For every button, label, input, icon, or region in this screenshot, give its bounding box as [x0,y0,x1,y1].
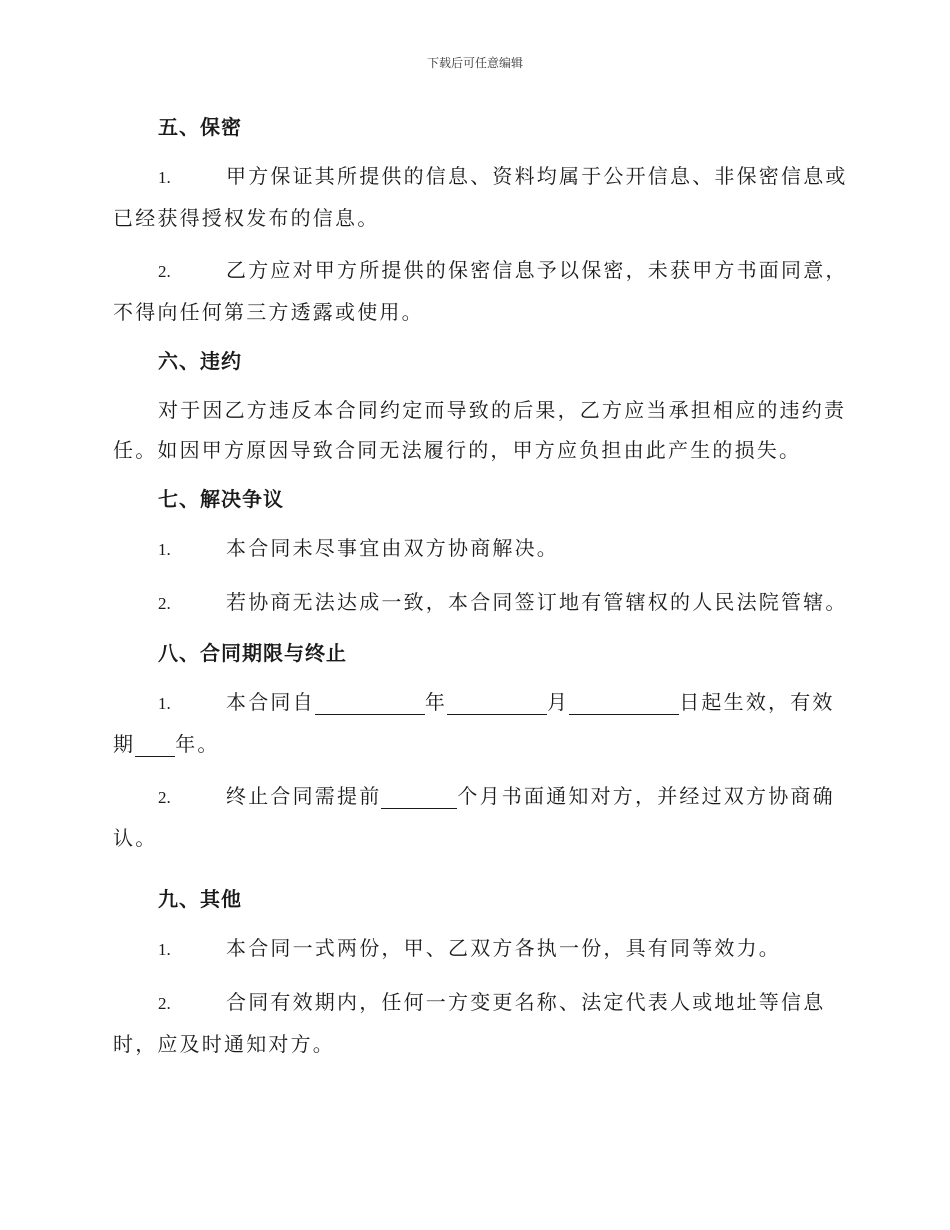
blank-term-years-field[interactable] [135,730,175,757]
clause-text: 本合同未尽事宜由双方协商解决。 [226,536,559,560]
clause-5-1 [113,156,848,238]
clause-number: 2. [158,594,171,613]
clause-line [113,776,833,818]
clause-continuation: 任。如因甲方原因导致合同无法履行的，甲方应负担由此产生的损失。 [113,438,802,462]
clause-continuation: 不得向任何第三方透露或使用。 [113,300,424,324]
clause-7-1 [113,528,833,570]
clause-text: 若协商无法达成一致，本合同签订地有管辖权的人民法院管辖。 [226,590,848,614]
clause-continuation: 时，应及时通知对方。 [113,1032,335,1056]
clause-5-2 [113,250,848,332]
clause-text: 合同有效期内，任何一方变更名称、法定代表人或地址等信息 [226,990,826,1014]
clause-text: 年 [424,690,448,714]
clause-number: 1. [158,940,171,959]
clause-number: 1. [158,694,171,713]
blank-day-field[interactable] [569,688,679,715]
blank-month-field[interactable] [447,688,547,715]
clause-text: 终止合同需提前 [226,784,382,808]
clause-text: 期 [113,732,136,756]
blank-year-field[interactable] [315,688,425,715]
clause-9-1 [113,928,833,970]
clause-8-1 [113,682,833,764]
section-heading-disputes: 七、解决争议 [158,487,284,511]
clause-number: 2. [158,994,171,1013]
section-heading-other: 九、其他 [158,887,242,911]
clause-line [113,156,848,198]
clause-6 [113,390,847,470]
clause-number: 2. [158,788,171,807]
clause-line [113,250,848,292]
clause-number: 2. [158,262,171,281]
clause-text: 月 [547,690,570,714]
clause-line [113,582,848,624]
clause-text: 本合同自 [226,690,315,714]
clause-text: 乙方应对甲方所提供的保密信息予以保密，未获甲方书面同意， [226,258,848,282]
clause-9-2 [113,982,833,1064]
clause-line [113,682,833,724]
clause-continuation [113,724,833,764]
clause-number: 1. [158,168,171,187]
clause-8-2 [113,776,833,858]
clause-line [113,982,833,1024]
clause-line [113,928,833,970]
section-heading-term: 八、合同期限与终止 [158,641,347,665]
clause-continuation: 认。 [113,826,158,850]
clause-text: 个月书面通知对方，并经过双方协商确 [457,784,835,808]
clause-text: 日起生效，有效 [679,690,835,714]
clause-line [113,528,833,570]
clause-text: 本合同一式两份，甲、乙双方各执一份，具有同等效力。 [226,936,781,960]
contract-page [113,108,848,1076]
clause-text: 对于因乙方违反本合同约定而导致的后果，乙方应当承担相应的违约责 [158,398,847,422]
section-heading-confidentiality: 五、保密 [158,115,242,139]
clause-text: 年。 [175,732,220,756]
clause-number: 1. [158,540,171,559]
blank-notice-months-field[interactable] [381,782,457,809]
clause-7-2 [113,582,848,624]
clause-continuation: 已经获得授权发布的信息。 [113,206,380,230]
section-heading-breach: 六、违约 [158,349,242,373]
page-header-note: 下载后可任意编辑 [426,56,523,70]
clause-text: 甲方保证其所提供的信息、资料均属于公开信息、非保密信息或 [226,164,848,188]
